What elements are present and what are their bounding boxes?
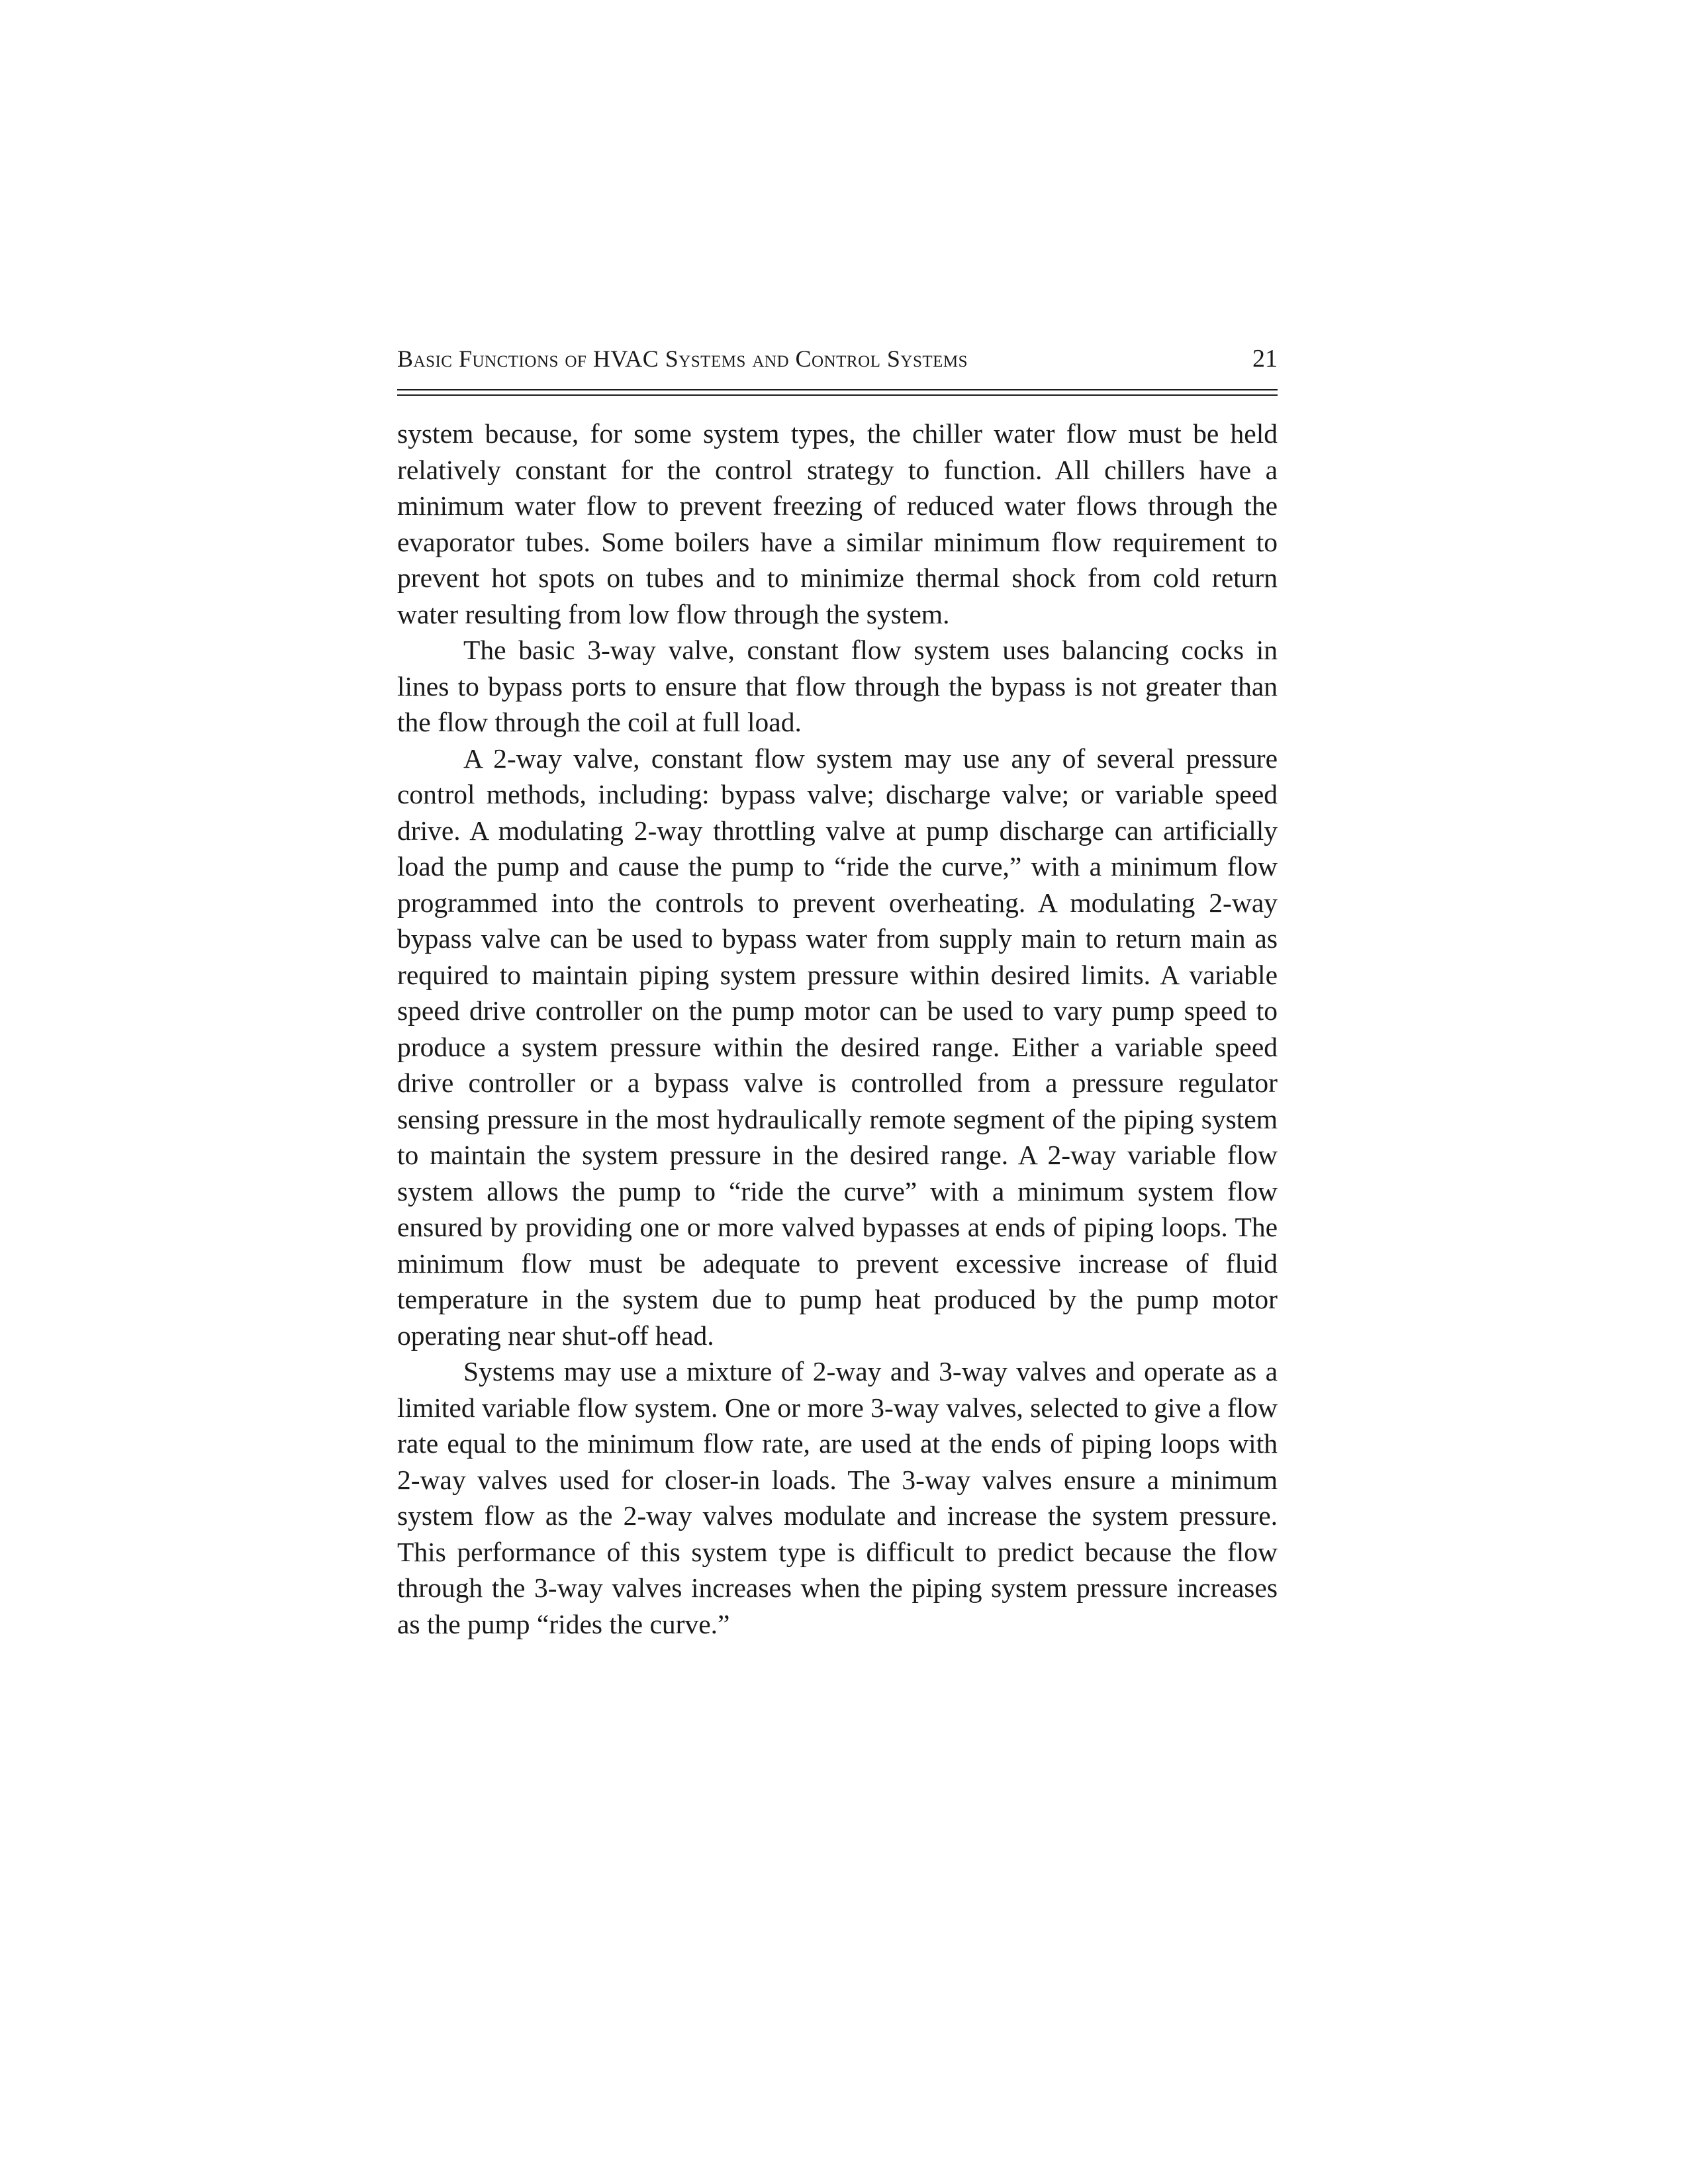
paragraph-3-way-constant-flow: The basic 3-way valve, constant flow system uses balancing cocks in lines to bypass ports to ensure that flow through the bypass is not greater than the flow through the coil at full load. [397, 635, 1278, 737]
running-title: Basic Functions of HVAC Systems and Control Systems [397, 345, 968, 372]
book-page [397, 344, 1278, 1642]
paragraph-2-way-constant-flow: A 2-way valve, constant flow system may use any of several pressure control methods, including: bypass valve; discharge valve; or variable speed drive. A modulating 2-way throttling valve at pump discharge can artificially load the pump and cause the pump to “ride the curve,” with a minimum flow programmed into the controls to prevent overheating. A modulating 2-way bypass valve can be used to bypass water from supply main to return main as required to maintain piping system pressure within desired limits. A variable speed drive controller on the pump motor can be used to vary pump speed to produce a system pressure within the desired range. Either a variable speed drive controller or a bypass valve is controlled from a pressure regulator sensing pressure in the most hydraulically remote segment of the piping system to maintain the system pressure in the desired range. A 2-way variable flow system allows the pump to “ride the curve” with a minimum system flow ensured by providing one or more valved bypasses at ends of piping loops. The minimum flow must be adequate to prevent excessive increase of fluid temperature in the system due to pump heat produced by the pump motor operating near shut-off head. [397, 743, 1278, 1351]
body-text [397, 416, 1278, 1642]
paragraph-mixed-valve-systems: Systems may use a mixture of 2-way and 3-way valves and operate as a limited variable flow system. One or more 3-way valves, selected to give a flow rate equal to the minimum flow rate, are used at the ends of piping loops with 2-way valves used for closer-in loads. The 3-way valves ensure a minimum system flow as the 2-way valves modulate and increase the system pressure. This performance of this system type is difficult to predict because the flow through the 3-way valves increases when the piping system pressure increases as the pump “rides the curve.” [397, 1356, 1278, 1639]
page-number: 21 [1252, 345, 1278, 373]
running-header [397, 344, 1278, 390]
paragraph-continuation: system because, for some system types, the chiller water flow must be held relatively constant for the control strategy to function. All chillers have a minimum water flow to prevent freezing of reduced water flows through the evaporator tubes. Some boilers have a similar minimum flow requirement to prevent hot spots on tubes and to minimize thermal shock from cold return water resulting from low flow through the system. [397, 418, 1278, 629]
